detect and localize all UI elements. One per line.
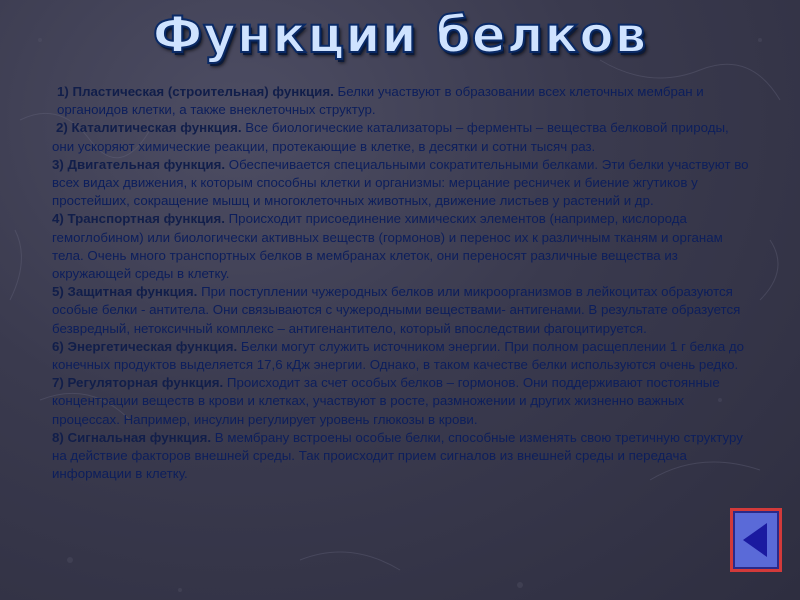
function-text: При поступлении чужеродных белков или микроорганизмов в лейкоцитах образуются особые белки - антитела. Они связываются с чужеродными веществами- антигенами. В результате образуется безвредный, нетоксичный комплекс – антигенантитело, который впоследствии фагоцитируется.	[52, 284, 741, 336]
list-item	[52, 210, 752, 283]
function-heading: 2) Каталитическая функция.	[56, 120, 242, 136]
function-text: Происходит присоединение химических элементов (например, кислорода гемоглобином) или биологически активных веществ (гормонов) и перенос их к различным тканям и органам тела. Очень много транспортных белков в мембранах клеток, они переносят различные вещества из окружающей среды в клетку.	[52, 211, 723, 282]
function-text: Обеспечивается специальными сократительными белками. Эти белки участвуют во всех видах движения, к которым способны клетки и организмы: мерцание ресничек и биение жгутиков у простейших, сокращение мышц и многоклеточных животных, движение листьев у растений и др.	[52, 156, 749, 209]
list-item	[52, 83, 752, 119]
list-item	[52, 119, 752, 155]
page-title: Функции белков	[152, 6, 648, 64]
list-item	[52, 429, 752, 484]
list-item	[52, 283, 752, 338]
function-heading: 7) Регуляторная функция.	[52, 375, 224, 391]
function-heading: 1) Пластическая (строительная) функция.	[57, 84, 334, 99]
back-arrow-icon	[733, 511, 779, 569]
function-heading: 3) Двигательная функция.	[52, 156, 226, 172]
list-item	[52, 156, 752, 211]
function-heading: 8) Сигнальная функция.	[52, 429, 212, 445]
list-item	[52, 338, 752, 374]
function-heading: 4) Транспортная функция.	[52, 211, 225, 227]
function-heading: 6) Энергетическая функция.	[52, 338, 238, 354]
list-item	[52, 374, 752, 429]
function-text: Все биологические катализаторы – ферменты – вещества белковой природы, они ускоряют химические реакции, протекающие в клетке, в десятки и сотни тысяч раз.	[52, 120, 729, 154]
back-button[interactable]	[730, 508, 782, 572]
function-heading: 5) Защитная функция.	[52, 284, 198, 300]
function-text: Происходит за счет особых белков – гормонов. Они поддерживают постоянные концентрации веществ в крови и клетках, участвуют в росте, размножении и других жизненно важных процессах. Например, инсулин регулирует уровень глюкозы в крови.	[52, 375, 720, 427]
function-text: Белки могут служить источником энергии. При полном расщеплении 1 г белка до конечных продуктов выделяется 17,6 кДж энергии. Однако, в таком качестве белки используются очень редко.	[52, 338, 745, 373]
functions-list	[52, 83, 752, 483]
function-text: Белки участвуют в образовании всех клеточных мембран и органоидов клетки, а также внеклеточных структур.	[57, 84, 704, 118]
function-text: В мембрану встроены особые белки, способные изменять свою третичную структуру на действие факторов внешней среды. Так происходит прием сигналов из внешней среды и передача информации в клетку.	[52, 429, 743, 482]
